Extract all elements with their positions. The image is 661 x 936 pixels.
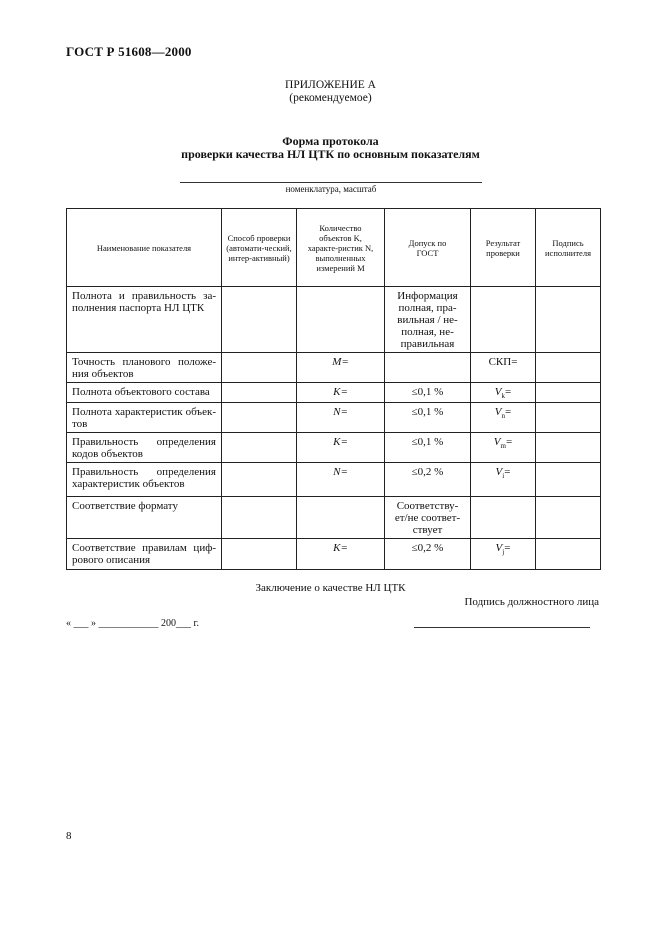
result-subscript: m [500,442,506,451]
row-name: Правильность определения характеристик объектов [67,463,222,497]
document-code: ГОСТ Р 51608—2000 [66,44,192,59]
result-subscript: k [501,392,505,401]
result-equals: = [504,466,511,479]
protocol-table [66,208,601,570]
row-method[interactable] [222,497,297,539]
result-equals: = [505,436,513,449]
appendix-title: ПРИЛОЖЕНИЕ А [285,79,376,91]
result-equals: = [504,542,511,555]
row-signature[interactable] [536,383,601,403]
form-title-line-2: проверки качества НЛ ЦТК по основным показателям [181,147,480,161]
official-signature-label: Подпись должностного лица [464,596,599,608]
row-count[interactable] [297,433,385,463]
row-tolerance: Информация полная, пра-вильная / не-полная, не-правильная [385,287,471,353]
result-equals: = [505,386,512,398]
row-name: Правильность определения кодов объектов [67,433,222,463]
column-header-method: Способ проверки (автомати-ческий, интер-активный) [222,209,297,287]
result-symbol: V [494,386,502,398]
result-symbol: V [495,542,503,555]
count-value: K= [333,386,348,398]
row-name: Точность планового положе-ния объектов [67,353,222,383]
row-count[interactable] [297,539,385,570]
row-tolerance: ≤0,2 % [385,539,471,570]
result-symbol: V [495,466,503,479]
table-row [67,433,601,463]
result-symbol: V [494,406,502,419]
table-row [67,403,601,433]
row-tolerance: ≤0,1 % [385,433,471,463]
row-tolerance: Соответству-ет/не соответ-ствует [385,497,471,539]
row-name: Полнота объектового состава [67,383,222,403]
row-count[interactable] [297,353,385,383]
row-result[interactable] [471,463,536,497]
row-method[interactable] [222,403,297,433]
row-signature[interactable] [536,463,601,497]
table-row [67,353,601,383]
row-count[interactable] [297,403,385,433]
appendix-heading [0,79,661,105]
row-result[interactable]: СКП= [471,353,536,383]
count-value: N= [333,466,348,479]
row-method[interactable] [222,287,297,353]
row-signature[interactable] [536,433,601,463]
count-value: M= [332,356,349,368]
row-signature[interactable] [536,287,601,353]
row-method[interactable] [222,463,297,497]
row-tolerance [385,353,471,383]
row-tolerance: ≤0,1 % [385,383,471,403]
row-count[interactable] [297,497,385,539]
column-header-indicator: Наименование показателя [67,209,222,287]
row-name: Полнота характеристик объек-тов [67,403,222,433]
row-method[interactable] [222,383,297,403]
nomenclature-caption: номенклатура, масштаб [285,184,377,194]
count-value: N= [333,406,348,419]
count-value: K= [333,542,348,555]
table-row [67,497,601,539]
row-count[interactable] [297,463,385,497]
column-header-count: Количество объектов K, характе-ристик N, выполненных измерений M [297,209,385,287]
row-result[interactable] [471,403,536,433]
result-subscript: i [502,472,505,481]
row-tolerance: ≤0,1 % [385,403,471,433]
column-header-signature: Подпись исполнителя [536,209,601,287]
result-subscript: j [502,548,505,557]
row-name: Соответствие формату [67,497,222,539]
row-signature[interactable] [536,497,601,539]
table-row [67,287,601,353]
page-number: 8 [66,830,72,842]
row-count[interactable] [297,383,385,403]
row-signature[interactable] [536,403,601,433]
table-row [67,463,601,497]
row-result[interactable] [471,539,536,570]
row-name: Соответствие правилам циф-рового описания [67,539,222,570]
result-symbol: V [493,436,501,449]
table-row [67,539,601,570]
signature-fill-line[interactable] [414,627,590,628]
row-method[interactable] [222,539,297,570]
date-field[interactable]: « ___ » ____________ 200___ г. [66,618,199,629]
quality-conclusion: Заключение о качестве НЛ ЦТК [255,582,406,594]
column-header-tolerance: Допуск по ГОСТ [385,209,471,287]
row-method[interactable] [222,433,297,463]
row-result[interactable] [471,383,536,403]
column-header-result: Результат проверки [471,209,536,287]
row-signature[interactable] [536,353,601,383]
table-row [67,383,601,403]
row-tolerance: ≤0,2 % [385,463,471,497]
row-signature[interactable] [536,539,601,570]
row-result[interactable] [471,497,536,539]
form-title-line-1: Форма протокола [282,134,379,148]
nomenclature-fill-line [180,182,482,183]
result-equals: = [505,406,512,419]
count-value: K= [333,436,348,449]
row-result[interactable] [471,287,536,353]
row-count[interactable] [297,287,385,353]
row-method[interactable] [222,353,297,383]
form-title [0,135,661,161]
table-header-row [67,209,601,287]
result-subscript: n [501,412,505,421]
appendix-subtitle: (рекомендуемое) [289,92,372,104]
row-name: Полнота и правильность за-полнения паспорта НЛ ЦТК [67,287,222,353]
row-result[interactable] [471,433,536,463]
